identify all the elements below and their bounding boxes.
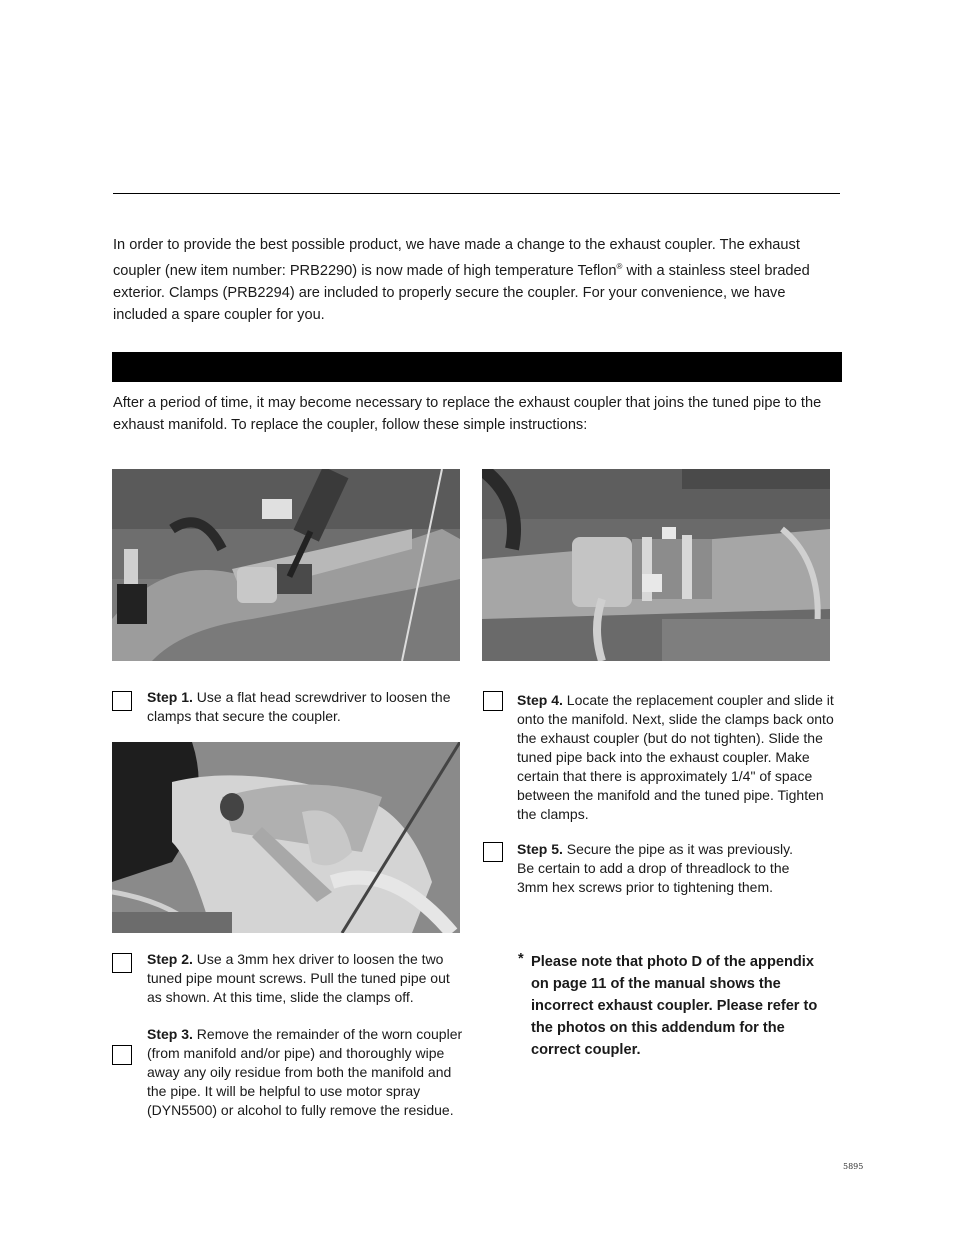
step-1: Step 1. Use a flat head screwdriver to loosen the clamps that secure the coupler. bbox=[147, 689, 451, 724]
registered-mark: ® bbox=[616, 262, 623, 271]
step-4-checkbox[interactable] bbox=[483, 691, 503, 711]
header-rule bbox=[113, 193, 840, 194]
step-4: Step 4. Locate the replacement coupler and slide it onto the manifold. Next, slide the clamps back onto the exhaust coupler (but do not tighten). Slide the tuned pipe back into the exhaust coupler. Make certain that there is approximately 1/4" of space between the manifold and the tuned pipe. Tighten the clamps. bbox=[517, 692, 834, 822]
instructions-intro: After a period of time, it may become necessary to replace the exhaust coupler that joins the tuned pipe to the exhaust manifold. To replace the coupler, follow these simple instructions: bbox=[113, 395, 822, 433]
photo-step-2 bbox=[112, 742, 460, 933]
step-1-checkbox[interactable] bbox=[112, 691, 132, 711]
step-5-checkbox[interactable] bbox=[483, 842, 503, 862]
document-code: 5895 bbox=[843, 1162, 864, 1171]
note-text: Please note that photo D of the appendix on page 11 of the manual shows the incorrect exhaust coupler. Please refer to the photos on this addendum for the correct coupler. bbox=[531, 954, 818, 1058]
note-asterisk: * bbox=[518, 951, 524, 967]
step-2: Step 2. Use a 3mm hex driver to loosen the two tuned pipe mount screws. Pull the tuned pipe out as shown. At this time, slide the clamps off. bbox=[147, 951, 450, 1005]
step-3-checkbox[interactable] bbox=[112, 1045, 132, 1065]
photo-step-4 bbox=[482, 469, 830, 661]
intro-paragraph: In order to provide the best possible product, we have made a change to the exhaust coupler. The exhaust coupler (new item number: PRB2290) is now made of high temperature Teflon® with a stainless steel braded exterior. Clamps (PRB2294) are included to properly secure the coupler. For your convenience, we have included a spare coupler for you. bbox=[113, 237, 810, 323]
step-2-checkbox[interactable] bbox=[112, 953, 132, 973]
step-3: Step 3. Remove the remainder of the worn coupler (from manifold and/or pipe) and thoroughly wipe away any oily residue from both the manifold and the pipe. It will be helpful to use motor spray (DYN5500) or alcohol to fully remove the residue. bbox=[147, 1026, 463, 1118]
step-5: Step 5. Secure the pipe as it was previously. Be certain to add a drop of threadlock to the 3mm hex screws prior to tightening them. bbox=[517, 841, 793, 895]
section-header-bar bbox=[112, 352, 842, 382]
photo-step-1 bbox=[112, 469, 460, 661]
